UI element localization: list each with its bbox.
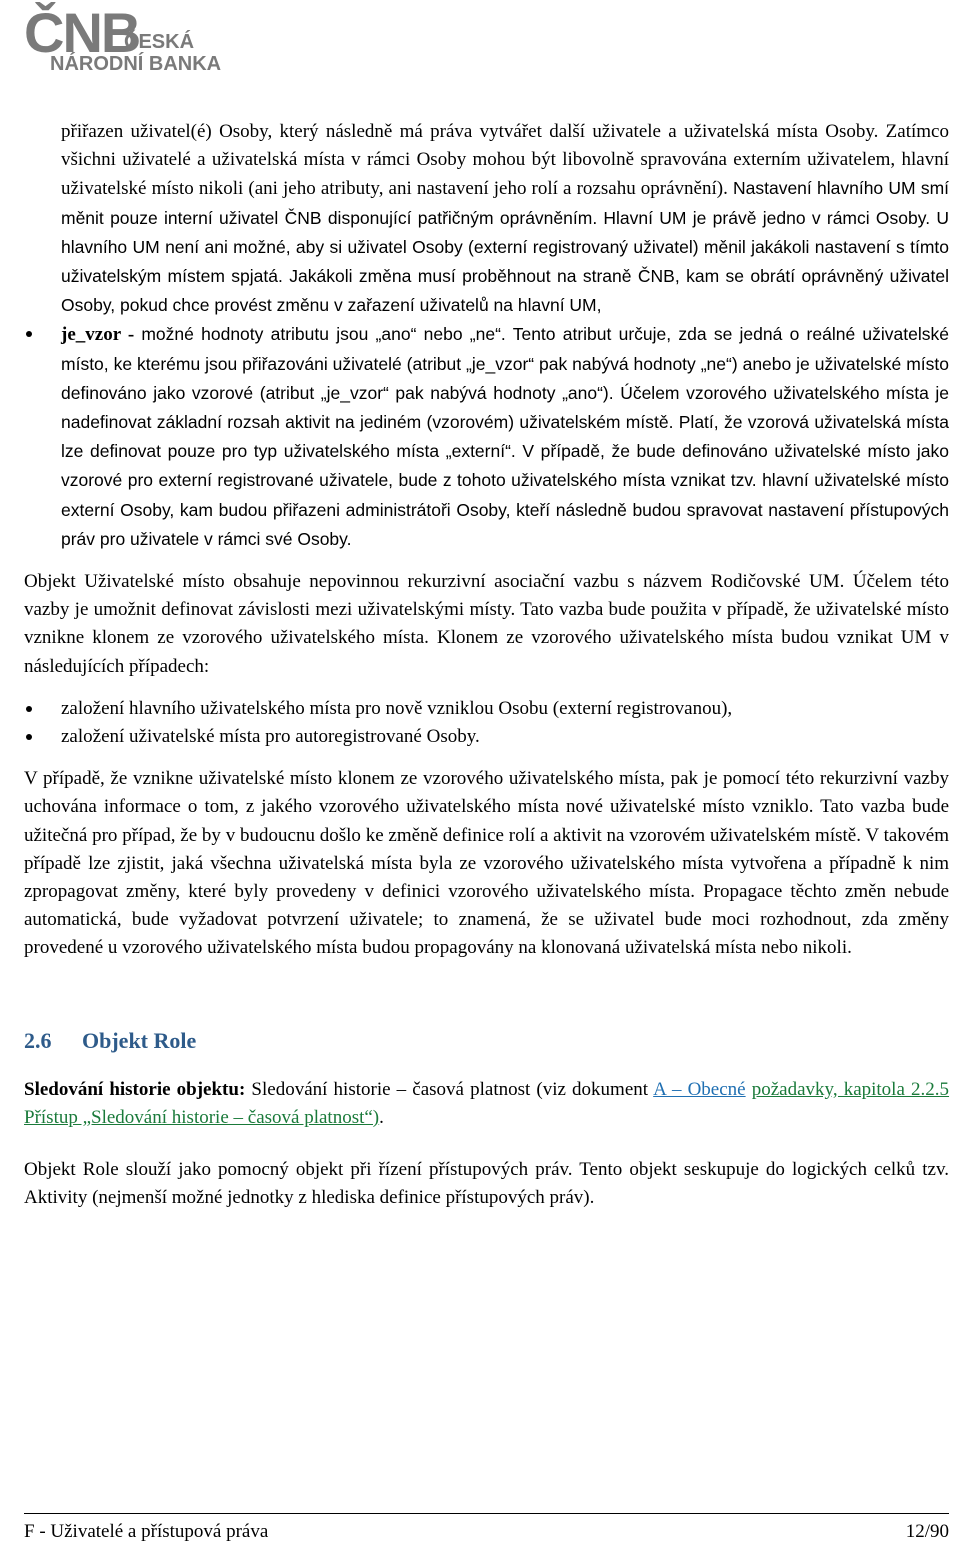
- document-body: [24, 118, 949, 1213]
- section-heading: [24, 1026, 949, 1056]
- paragraph-rodicovske-um: Objekt Uživatelské místo obsahuje nepovinnou rekurzivní asociační vazbu s názvem Rodičovské UM. Účelem této vazby je umožnit definovat závislosti mezi uživatelskými místy. Tato vazba bude použita v případě, že uživatelské místo vznikne klonem ze vzorového uživatelského místa. Klonem ze vzorového uživatelského místa budou vznikat UM v následujících případech:: [24, 571, 949, 677]
- cnb-logo-graphic: [24, 2, 224, 74]
- attribute-term: je_vzor -: [61, 324, 135, 346]
- continued-text-end: Hlavní UM je právě jedno v rámci Osoby. U hlavního UM není ani možné, aby si uživatel Osoby (externí registrovaný uživatel) měnil jakákoli nastavení s tímto uživatelským místem spjatá. Jakákoli změna musí proběhnout na straně ČNB, kam se obrátí oprávněný uživatel Osoby, pokud chce provést změnu v zařazení uživatelů na hlavní UM,: [61, 207, 949, 316]
- history-label: Sledování historie objektu:: [24, 1078, 246, 1100]
- history-paragraph: [24, 1076, 949, 1132]
- section-title: Objekt Role: [82, 1027, 197, 1053]
- footer-divider: [24, 1513, 949, 1514]
- continued-text-sans: Nastavení hlavního UM smí měnit pouze interní uživatel ČNB disponující patřičným oprávněním.: [61, 178, 950, 228]
- cases-list: [24, 695, 949, 751]
- list-item: založení uživatelské místa pro autoregistrované Osoby.: [24, 723, 949, 751]
- logo-letters: ČNB: [24, 2, 140, 64]
- paragraph-klon: V případě, že vznikne uživatelské místo klonem ze vzorového uživatelského místa, pak je pomocí této rekurzivní vazby uchována informace o tom, z jakého vzorového uživatelského místa nové uživatelské místo vzniklo. Tato vazba bude užitečná pro případ, že by v budoucnu došlo ke změně definice rolí a aktivit na vzorovém uživatelském místě. V takovém případě lze zjistit, jaká všechna uživatelská místa byla ze vzorového uživatelského místa vytvořena a případně k nim zpropagovat změny, které byly provedeny v definici vzorového uživatelského místa. Propagace těchto změn nebude automatická, bude vyžadovat potvrzení uživatele; to znamená, že se uživatel bude moci rozhodnout, zda změny provedené u vzorového uživatelského místa budou propagovány na klonovaná uživatelská místa nebo nikoli.: [24, 768, 949, 959]
- list-item-je-vzor: [24, 320, 949, 554]
- logo-line2: NÁRODNÍ BANKA: [50, 53, 222, 74]
- document-link-chapter[interactable]: požadavky, kapitola 2.2.5 Přístup „Sledování historie – časová platnost“): [24, 1078, 950, 1128]
- history-end: .: [379, 1106, 384, 1128]
- section-number: 2.6: [24, 1027, 52, 1053]
- list-item: založení hlavního uživatelského místa pro nově vzniklou Osobu (externí registrovanou),: [24, 695, 949, 723]
- attribute-list: [24, 320, 949, 554]
- logo-line1: ČESKÁ: [124, 31, 195, 53]
- continued-text: přiřazen uživatel(é) Osoby, který následně má práva vytvářet další uživatele a uživatelská místa Osoby. Zatímco všichni uživatelé a uživatelská místa v rámci Osoby mohou být libovolně spravována externím uživatelem, hlavní uživatelské místo nikoli (ani jeho atributy, ani nastavení jeho rolí a rozsahu oprávnění).: [61, 121, 949, 200]
- document-link-a[interactable]: A – Obecné: [653, 1078, 746, 1100]
- history-text: Sledování historie – časová platnost (viz dokument: [251, 1078, 649, 1100]
- cnb-logo: [24, 2, 224, 74]
- attribute-description: možné hodnoty atributu jsou „ano“ nebo „ne“. Tento atribut určuje, zda se jedná o reálné uživatelské místo, ke kterému jsou přiřazováni uživatelé (atribut „je_vzor“ pak nabývá hodnoty „ne“) anebo je uživatelské místo definováno jako vzorové (atribut „je_vzor“ pak nabývá hodnoty „ano“). Účelem vzorového uživatelského místa je nadefinovat základní rozsah aktivit na jediném (vzorovém) uživatelském místě. Platí, že vzorová uživatelská místa lze definovat pouze pro typ uživatelského místa „externí“. V případě, že bude definováno uživatelské místo jako vzorové pro externí registrované uživatele, bude z tohoto uživatelského místa vznikat tzv. hlavní uživatelské místo externí Osoby, kam budou přiřazeni administrátoři Osoby, kteří následně budou spravovat nastavení přístupových práv pro uživatele v rámci své Osoby.: [61, 324, 949, 549]
- page-number: 12/90: [905, 1521, 949, 1542]
- continued-paragraph: [24, 118, 949, 320]
- footer-title: F - Uživatelé a přístupová práva: [24, 1521, 269, 1542]
- paragraph-role: Objekt Role slouží jako pomocný objekt při řízení přístupových práv. Tento objekt seskupuje do logických celků tzv. Aktivity (nejmenší možné jednotky z hlediska definice přístupových práv).: [24, 1159, 949, 1209]
